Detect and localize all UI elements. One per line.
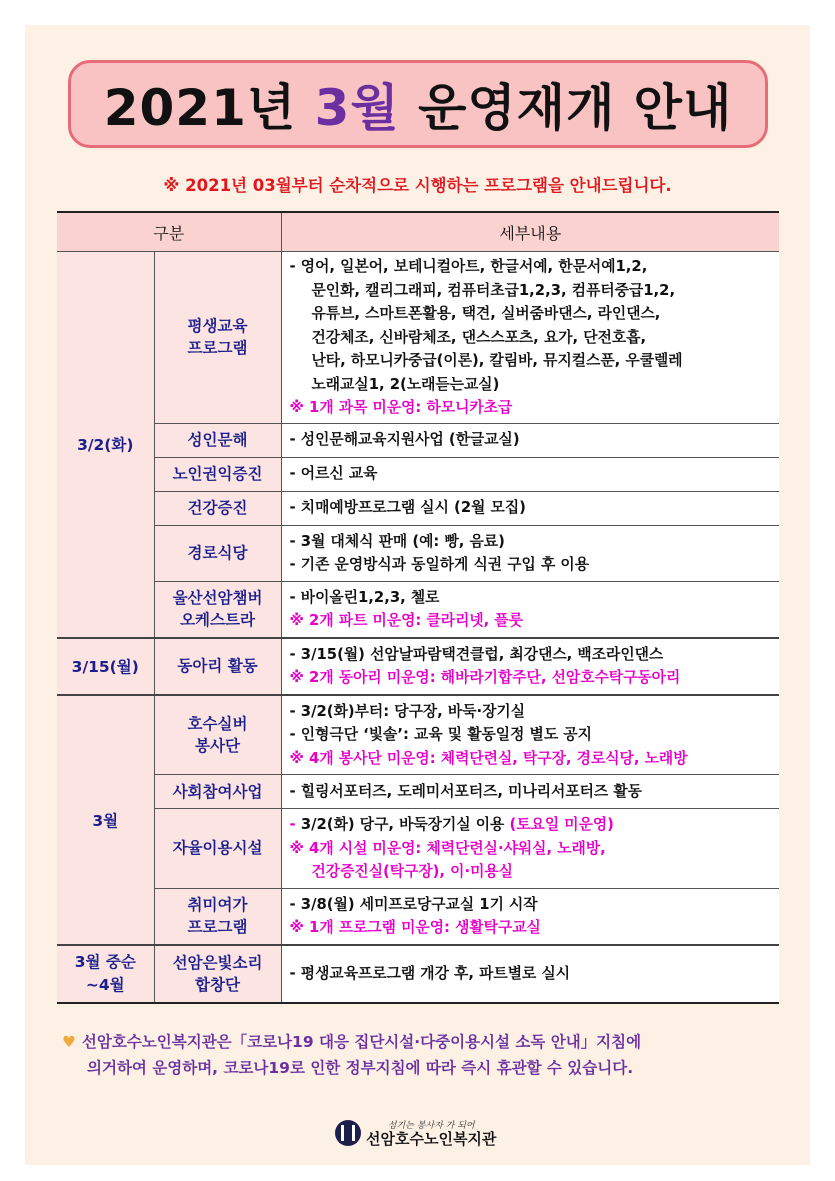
category-label: 평생교육 (187, 317, 248, 336)
header-category: 구분 (57, 212, 281, 252)
detail-cell (281, 525, 779, 581)
category-cell (154, 945, 281, 1003)
detail-line: 유튜브, 스마트폰활용, 택견, 실버줌바댄스, 라인댄스, (311, 305, 661, 322)
detail-note: ※ 4개 시설 미운영: 체력단련실·샤워실, 노래방, (289, 839, 606, 857)
detail-highlight: (토요일 미운영) (509, 816, 614, 833)
table-header-row (57, 212, 779, 252)
category-cell: 성인문해 (154, 423, 281, 457)
detail-cell (281, 581, 779, 638)
detail-note: ※ 2개 동아리 미운영: 해바라기합주단, 선암호수탁구동아리 (289, 669, 681, 686)
detail-line: - 3월 대체식 판매 (예: 빵, 음료) (289, 532, 505, 550)
category-label: 울산선암챔버 (172, 589, 263, 607)
detail-line: 문인화, 캘리그래피, 컴퓨터초급1,2,3, 컴퓨터중급1,2, (311, 281, 676, 299)
detail-note: ※ 4개 봉사단 미운영: 체력단련실, 탁구장, 경로식당, 노래방 (289, 749, 688, 767)
date-label: 3월 중순 (74, 952, 136, 971)
category-label: 합창단 (195, 975, 240, 994)
category-cell (154, 581, 281, 638)
table-row (57, 775, 779, 809)
detail-text: 3/2(화) 당구, 바둑장기실 이용 (300, 816, 510, 833)
detail-cell (281, 491, 779, 525)
category-label: 봉사단 (195, 736, 240, 755)
table-row (57, 525, 779, 581)
detail-cell (281, 423, 779, 457)
detail-cell (281, 775, 779, 809)
table-row (57, 457, 779, 491)
notice-line: 의거하여 운영하며, 코로나19로 인한 정부지침에 따라 즉시 휴관할 수 있습니다. (87, 1059, 634, 1077)
title-text (104, 68, 733, 140)
detail-dash: - (289, 816, 301, 833)
table-row (57, 491, 779, 525)
title-highlight: 3월 (314, 79, 400, 137)
detail-cell (281, 695, 779, 775)
detail-line: 난타, 하모니카중급(이론), 칼림바, 뮤지컬스푼, 우쿨렐레 (311, 352, 683, 369)
header-detail: 세부내용 (281, 212, 779, 252)
table-row (57, 638, 779, 695)
title-banner (68, 60, 768, 148)
category-cell: 동아리 활동 (154, 638, 281, 695)
category-label: 선암은빛소리 (172, 953, 263, 972)
date-cell: 3월 (57, 695, 154, 945)
category-cell: 사회참여사업 (154, 775, 281, 809)
heart-icon: ♥ (62, 1033, 76, 1051)
notice-line: 선암호수노인복지관은「코로나19 대응 집단시설·다중이용시설 소독 안내」지침에 (81, 1033, 642, 1051)
table-row (57, 888, 779, 945)
program-table (57, 211, 779, 1004)
detail-line: - 3/8(월) 세미프로당구교실 1기 시작 (289, 895, 538, 913)
detail-line: - 3/15(월) 선암날파람택견클럽, 최강댄스, 백조라인댄스 (289, 645, 664, 663)
detail-cell (281, 888, 779, 945)
date-cell: 3/2(화) (57, 252, 154, 638)
category-cell (154, 695, 281, 775)
detail-line: - 어르신 교육 (289, 465, 378, 483)
category-cell: 경로식당 (154, 525, 281, 581)
category-cell: 자율이용시설 (154, 809, 281, 889)
organization-logo-icon (335, 1120, 361, 1146)
detail-note: 건강증진실(탁구장), 이·미용실 (311, 863, 513, 880)
category-cell: 노인권익증진 (154, 457, 281, 491)
subtitle: ※ 2021년 03월부터 순차적으로 시행하는 프로그램을 안내드립니다. (163, 176, 672, 195)
table-row (57, 581, 779, 638)
date-cell: 3/15(월) (57, 638, 154, 695)
title-part2: 운영재개 안내 (399, 79, 733, 137)
detail-line: - 힐링서포터즈, 도레미서포터즈, 미나리서포터즈 활동 (289, 782, 642, 800)
category-label: 호수실버 (187, 714, 248, 733)
detail-line: - 평생교육프로그램 개강 후, 파트별로 실시 (289, 964, 571, 982)
category-label: 오케스트라 (180, 611, 255, 629)
detail-line: - 3/2(화)부터: 당구장, 바둑·장기실 (289, 702, 526, 720)
detail-line: 건강체조, 신바람체조, 댄스스포츠, 요가, 단전호흡, (311, 328, 647, 346)
table-row (57, 695, 779, 775)
category-cell (154, 888, 281, 945)
footer-tagline: 섬기는 봉사자 가 되어 (387, 1121, 475, 1131)
detail-line: - 인형극단 ‘빛솔’: 교육 및 활동일정 별도 공지 (289, 726, 592, 743)
detail-cell (281, 638, 779, 695)
table-row (57, 945, 779, 1003)
detail-cell (281, 945, 779, 1003)
detail-cell (281, 809, 779, 889)
date-label: ~4월 (85, 975, 125, 994)
date-cell (57, 945, 154, 1003)
detail-cell (281, 457, 779, 491)
table-row (57, 252, 779, 424)
footer-logo (335, 1120, 496, 1146)
detail-line (290, 813, 772, 837)
table-row (57, 809, 779, 889)
title-part1: 2021년 (103, 79, 315, 137)
category-cell (154, 252, 281, 424)
footer-org-name: 선암호수노인복지관 (366, 1130, 497, 1148)
detail-line: 노래교실1, 2(노래듣는교실) (311, 375, 500, 393)
detail-line: - 치매예방프로그램 실시 (2월 모집) (289, 499, 526, 517)
detail-line: - 기존 운영방식과 동일하게 식권 구입 후 이용 (289, 556, 590, 573)
category-label: 취미여가 (187, 896, 248, 914)
category-label: 프로그램 (187, 918, 248, 936)
notice (62, 1029, 782, 1081)
detail-line: - 바이올린1,2,3, 첼로 (289, 588, 440, 606)
detail-note: ※ 1개 과목 미운영: 하모니카초급 (289, 399, 513, 416)
detail-line: - 영어, 일본어, 보테니컬아트, 한글서예, 한문서예1,2, (289, 258, 648, 275)
detail-cell (281, 252, 779, 424)
table-row (57, 423, 779, 457)
detail-note: ※ 1개 프로그램 미운영: 생활탁구교실 (289, 919, 541, 936)
category-cell: 건강증진 (154, 491, 281, 525)
detail-line: - 성인문해교육지원사업 (한글교실) (289, 431, 520, 449)
category-label: 프로그램 (187, 339, 248, 358)
detail-note: ※ 2개 파트 미운영: 클라리넷, 플룻 (289, 612, 524, 629)
